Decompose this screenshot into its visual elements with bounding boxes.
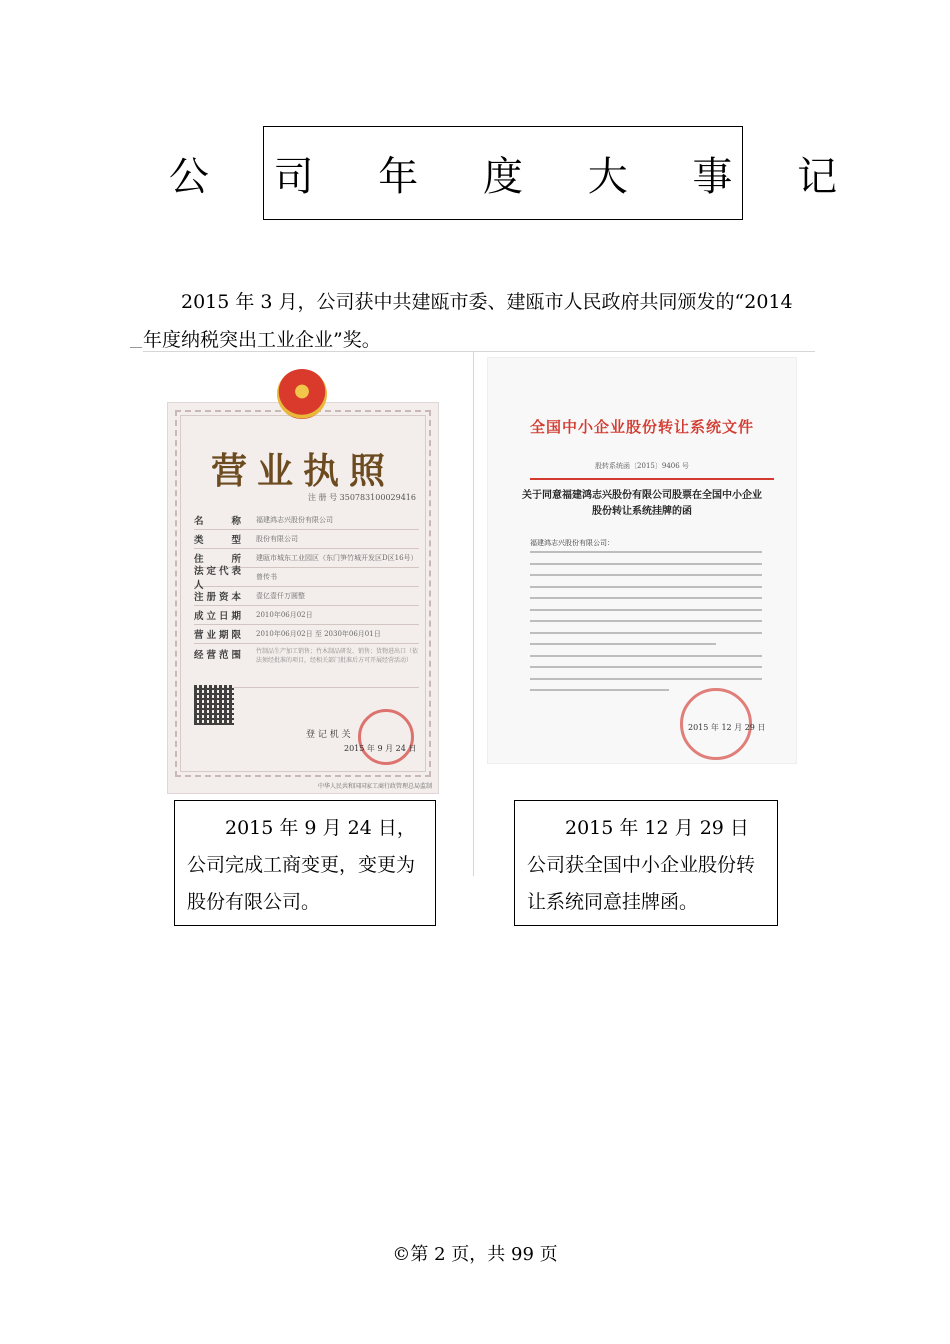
license-field-key: 注册资本 xyxy=(194,592,245,603)
license-field-key: 经营范围 xyxy=(194,650,245,661)
license-heading: 营业执照 xyxy=(210,451,395,492)
license-field-key: 法定代表人 xyxy=(194,566,245,591)
table-column-divider xyxy=(473,352,474,876)
license-date: 2015 年 9 月 24 日 xyxy=(344,744,417,753)
license-field-key: 类 型 xyxy=(194,535,245,546)
license-registrar: 登 记 机 关 xyxy=(306,730,351,740)
license-field-value: 竹制品生产加工销售；竹木制品研发、销售；货物进出口（依法须经批准的项目，经相关部门批准后方可开展经营活动） xyxy=(256,648,419,664)
caption-box-left xyxy=(174,800,436,926)
intro-paragraph: 2015 年 3 月，公司获中共建瓯市委、建瓯市人民政府共同颁发的“2014 年度纳税突出工业企业”奖。 xyxy=(143,291,793,351)
license-field-value: 2010年06月02日 xyxy=(256,611,313,619)
license-field-value: 2010年06月02日 至 2030年06月01日 xyxy=(256,630,381,638)
letter-doc-number: 股转系统函〔2015〕9406 号 xyxy=(595,462,689,470)
license-field-value: 股份有限公司 xyxy=(256,535,298,543)
license-row xyxy=(194,625,419,644)
listing-letter-image xyxy=(487,357,797,764)
table-top-rule xyxy=(143,351,815,352)
page-footer: ©第 2 页，共 99 页 xyxy=(392,1244,558,1265)
license-row xyxy=(194,587,419,606)
caption-left-text: 2015 年 9 月 24 日，公司完成工商变更，变更为股份有限公司。 xyxy=(187,817,416,913)
business-license-image xyxy=(167,402,439,794)
license-footer: 中华人民共和国国家工商行政管理总局监制 xyxy=(317,783,432,790)
qr-code-icon xyxy=(194,685,234,725)
caption-box-right xyxy=(514,800,778,926)
license-field-key: 营业期限 xyxy=(194,630,245,641)
letter-addressee: 福建鸿志兴股份有限公司： xyxy=(530,539,614,547)
license-field-key: 住 所 xyxy=(194,554,245,565)
letter-body-text xyxy=(530,551,762,701)
license-field-value: 壹亿壹仟万圆整 xyxy=(256,592,305,600)
license-row xyxy=(194,511,419,530)
page-title: 公 司 年 度 大 事 记 xyxy=(168,153,864,200)
license-row xyxy=(194,530,419,549)
caption-right-text: 2015 年 12 月 29 日公司获全国中小企业股份转让系统同意挂牌函。 xyxy=(527,817,756,913)
page-title-box xyxy=(168,126,864,220)
letter-date: 2015 年 12 月 29 日 xyxy=(688,723,766,732)
license-row xyxy=(194,566,419,591)
license-row xyxy=(194,606,419,625)
letter-red-rule xyxy=(530,478,774,480)
license-reg-no: 注 册 号 350783100029416 xyxy=(308,493,416,502)
license-field-value: 福建鸿志兴股份有限公司 xyxy=(256,516,333,524)
license-field-key: 名 称 xyxy=(194,516,245,527)
license-row xyxy=(194,644,419,688)
letter-subject: 关于同意福建鸿志兴股份有限公司股票在全国中小企业股份转让系统挂牌的函 xyxy=(522,490,762,517)
corner-mark xyxy=(130,347,142,348)
national-emblem-icon xyxy=(277,369,327,419)
license-field-value: 建瓯市城东工业园区（东门笋竹城开发区D区16号） xyxy=(256,554,418,562)
license-field-value: 曾传书 xyxy=(256,573,277,581)
license-field-key: 成立日期 xyxy=(194,611,245,622)
license-fields xyxy=(194,511,419,688)
official-seal-icon xyxy=(358,709,414,765)
letter-heading: 全国中小企业股份转让系统文件 xyxy=(529,418,754,436)
